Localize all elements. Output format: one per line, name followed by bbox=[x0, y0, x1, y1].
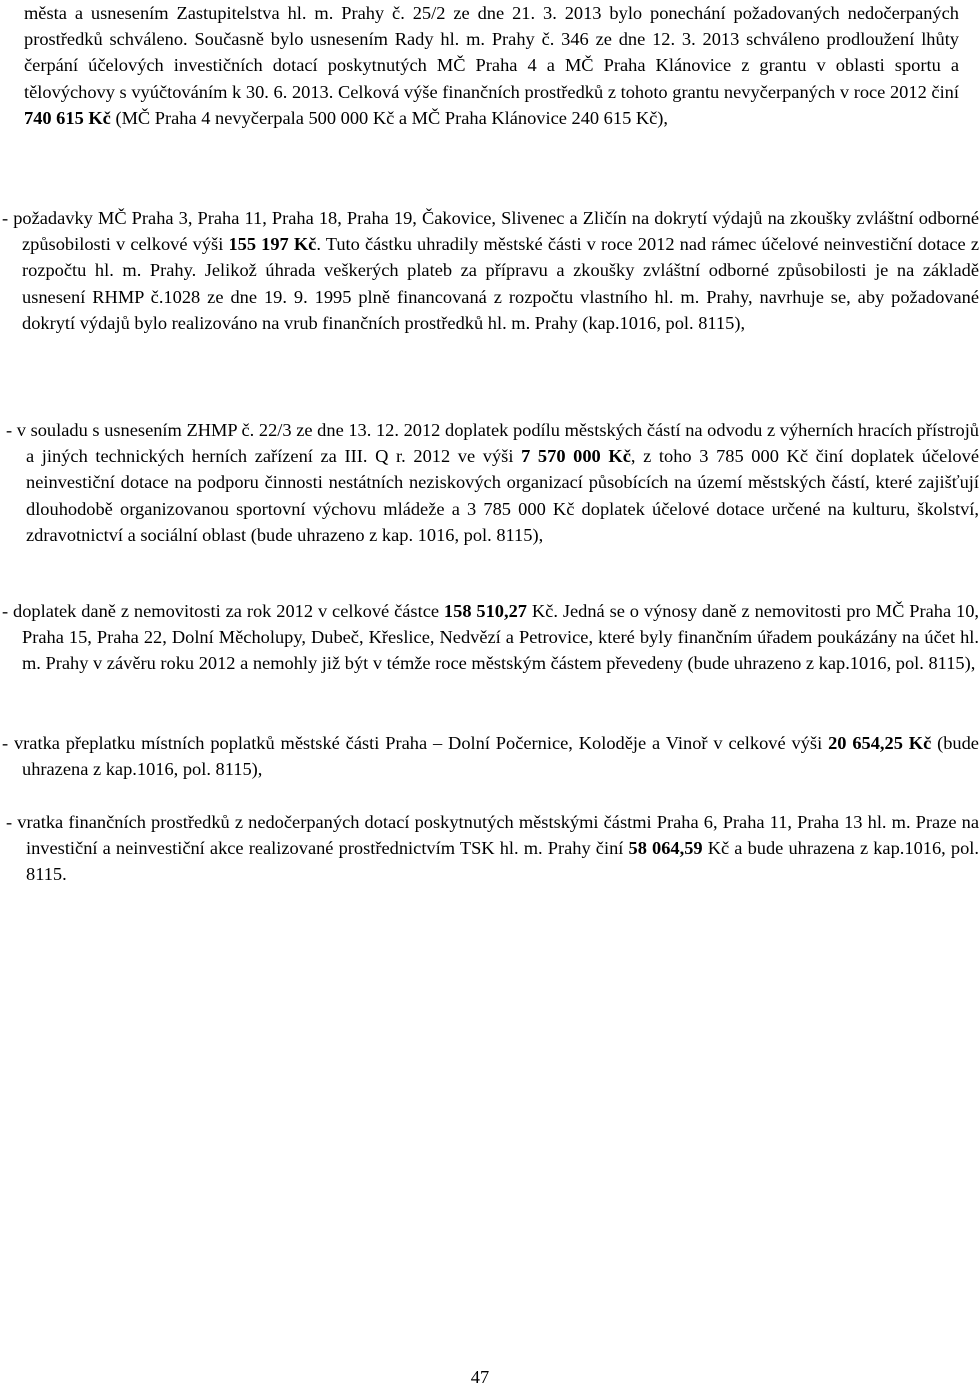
paragraph-gaming-levy bbox=[6, 417, 979, 548]
amount-bold: 58 064,59 bbox=[628, 838, 703, 859]
paragraph-text: Kč. Jedná se o výnosy daně z nemovitosti pro MČ Praha 10, Praha 15, Praha 22, Dolní Měcholupy, Dubeč, Křeslice, Nedvězí a Petrovice, které byly finančním úřadem poukázány na účet hl. m. Prahy v závěru roku 2012 a nemohly již být v témže roce městským částem převedeny (bude uhrazeno z kap.1016, pol. 8115), bbox=[22, 601, 979, 674]
paragraph-text: (MČ Praha 4 nevyčerpala 500 000 Kč a MČ Praha Klánovice 240 615 Kč), bbox=[110, 107, 669, 128]
paragraph-text: města a usnesením Zastupitelstva hl. m. Prahy č. 25/2 ze dne 21. 3. 2013 bylo ponechání požadovaných nedočerpaných prostředků schváleno. Současně bylo usnesením Rady hl. m. Prahy č. 346 ze dne 12. 3. 2013 schváleno prodloužení lhůty čerpání účelových investičních dotací poskytnutých MČ Praha 4 a MČ Praha Klánovice z grantu v oblasti sportu a tělovýchovy s vyúčtováním k 30. 6. 2013. Celková výše finančních prostředků z tohoto grantu nevyčerpaných v roce 2012 činí bbox=[24, 3, 959, 102]
paragraph-text: Kč a bude uhrazena z kap.1016, pol. 8115. bbox=[26, 838, 979, 885]
paragraph-text: , z toho 3 785 000 Kč činí doplatek účelové neinvestiční dotace na podporu činnosti nestátních neziskových organizací působících na území městských částí, které zajišťují dlouhodobě organizovanou sportovní výchovu mládeže a 3 785 000 Kč doplatek účelové dotace určené na kulturu, školství, zdravotnictví a sociální oblast (bude uhrazeno z kap. 1016, pol. 8115), bbox=[26, 446, 979, 545]
paragraph-text: - v souladu s usnesením ZHMP č. 22/3 ze dne 13. 12. 2012 doplatek podílu městských částí na odvodu z výherních hracích přístrojů a jiných technických herních zařízení za III. Q r. 2012 ve výši bbox=[6, 420, 979, 467]
amount-bold: 158 510,27 bbox=[443, 601, 527, 621]
paragraph-grant-carryover bbox=[24, 0, 959, 131]
paragraph-text: - požadavky MČ Praha 3, Praha 11, Praha 18, Praha 19, Čakovice, Slivenec a Zličín na dokrytí výdajů na zkoušky zvláštní odborné způsobilosti v celkové výši bbox=[2, 208, 979, 255]
amount-bold: 740 615 Kč bbox=[24, 107, 111, 128]
paragraph-text: . Tuto částku uhradily městské části v roce 2012 nad rámec účelové neinvestiční dotace z rozpočtu hl. m. Prahy. Jelikož úhrada veškerých plateb za přípravu a zkoušky zvláštní odborné způsobilosti je na základě usnesení RHMP č.1028 ze dne 19. 9. 1995 plně financovaná z rozpočtu vlastního hl. m. Prahy, navrhuje se, aby požadované dokrytí výdajů bylo realizováno na vrub finančních prostředků hl. m. Prahy (kap.1016, pol. 8115), bbox=[22, 234, 979, 333]
paragraph-exam-costs bbox=[2, 205, 979, 336]
paragraph-fee-refund bbox=[2, 730, 979, 782]
paragraph-text: - doplatek daně z nemovitosti za rok 2012 v celkové částce bbox=[2, 601, 444, 621]
amount-bold: 20 654,25 Kč bbox=[828, 733, 932, 753]
amount-bold: 7 570 000 Kč bbox=[521, 446, 631, 467]
paragraph-text: - vratka přeplatku místních poplatků městské části Praha – Dolní Počernice, Koloděje a Vinoř v celkové výši bbox=[2, 733, 829, 753]
paragraph-text: - vratka finančních prostředků z nedočerpaných dotací poskytnutých městskými částmi Praha 6, Praha 11, Praha 13 hl. m. Praze na investiční a neinvestiční akce realizované prostřednictvím TSK hl. m. Prahy činí bbox=[6, 812, 979, 859]
paragraph-text: (bude uhrazena z kap.1016, pol. 8115), bbox=[22, 733, 979, 780]
paragraph-tsk-refund bbox=[6, 809, 979, 888]
page-number: 47 bbox=[470, 1367, 490, 1387]
paragraph-property-tax bbox=[2, 598, 979, 677]
amount-bold: 155 197 Kč bbox=[228, 234, 317, 255]
